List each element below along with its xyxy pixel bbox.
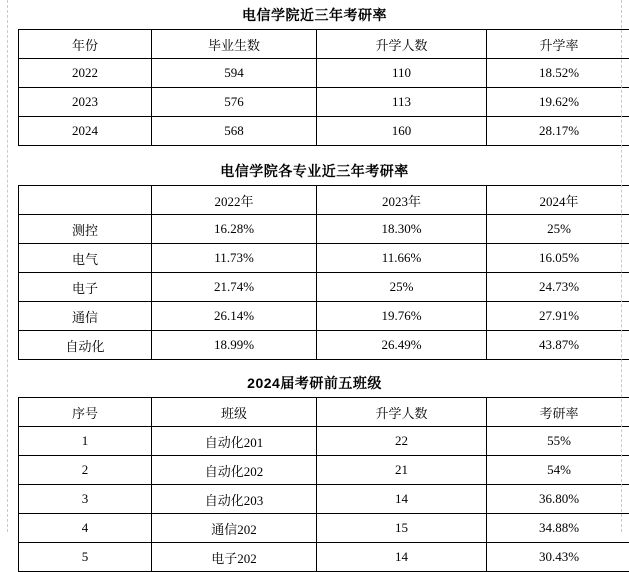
section-spacer (18, 360, 611, 368)
table-cell: 160 (317, 117, 487, 146)
table-cell: 25% (487, 215, 629, 244)
table-title: 电信学院各专业近三年考研率 (18, 156, 611, 185)
column-header: 年份 (19, 30, 152, 59)
table-header-row (19, 186, 629, 215)
table-cell: 43.87% (487, 331, 629, 360)
table-cell: 电气 (19, 244, 152, 273)
table-cell: 22 (317, 427, 487, 456)
table-cell: 594 (152, 59, 317, 88)
table-row (19, 485, 629, 514)
table-cell: 测控 (19, 215, 152, 244)
table-cell: 自动化 (19, 331, 152, 360)
table-header-row (19, 398, 629, 427)
table-cell: 4 (19, 514, 152, 543)
column-header: 2024年 (487, 186, 629, 215)
table-cell: 18.99% (152, 331, 317, 360)
table-cell: 3 (19, 485, 152, 514)
table-cell: 36.80% (487, 485, 629, 514)
table-cell: 16.28% (152, 215, 317, 244)
table-cell: 18.52% (487, 59, 629, 88)
table-row (19, 543, 629, 572)
table-cell: 34.88% (487, 514, 629, 543)
table-cell: 14 (317, 543, 487, 572)
table-cell: 576 (152, 88, 317, 117)
table-cell: 1 (19, 427, 152, 456)
column-header: 序号 (19, 398, 152, 427)
table-cell: 电子202 (152, 543, 317, 572)
table-cell: 21 (317, 456, 487, 485)
table-cell: 568 (152, 117, 317, 146)
table-cell: 通信202 (152, 514, 317, 543)
table-row (19, 273, 629, 302)
table-cell: 54% (487, 456, 629, 485)
table-cell: 18.30% (317, 215, 487, 244)
page-margin-guide-left (7, 0, 8, 532)
column-header: 升学人数 (317, 398, 487, 427)
table-cell: 11.66% (317, 244, 487, 273)
column-header: 升学率 (487, 30, 629, 59)
table-row (19, 456, 629, 485)
table-cell: 2023 (19, 88, 152, 117)
section-spacer (18, 146, 611, 156)
table-cell: 19.76% (317, 302, 487, 331)
table-cell: 通信 (19, 302, 152, 331)
table-cell: 16.05% (487, 244, 629, 273)
table-cell: 21.74% (152, 273, 317, 302)
table-title: 电信学院近三年考研率 (18, 0, 611, 29)
column-header: 2022年 (152, 186, 317, 215)
table-row (19, 331, 629, 360)
table-row (19, 427, 629, 456)
table-cell: 自动化203 (152, 485, 317, 514)
table-block-enrollment-rate (18, 0, 611, 146)
table-cell: 113 (317, 88, 487, 117)
table-cell: 28.17% (487, 117, 629, 146)
column-header: 考研率 (487, 398, 629, 427)
table-cell: 24.73% (487, 273, 629, 302)
table-cell: 2 (19, 456, 152, 485)
table-cell: 5 (19, 543, 152, 572)
table-cell: 55% (487, 427, 629, 456)
table-row (19, 59, 629, 88)
table-enrollment-rate (18, 29, 629, 146)
table-cell: 2022 (19, 59, 152, 88)
table-row (19, 117, 629, 146)
table-row (19, 514, 629, 543)
column-header (19, 186, 152, 215)
table-row (19, 302, 629, 331)
column-header: 毕业生数 (152, 30, 317, 59)
table-row (19, 88, 629, 117)
table-block-major-rate (18, 156, 611, 360)
table-block-top-classes (18, 368, 611, 572)
table-row (19, 215, 629, 244)
column-header: 2023年 (317, 186, 487, 215)
table-cell: 30.43% (487, 543, 629, 572)
table-cell: 27.91% (487, 302, 629, 331)
table-cell: 电子 (19, 273, 152, 302)
table-cell: 26.49% (317, 331, 487, 360)
table-major-rate (18, 185, 629, 360)
table-cell: 14 (317, 485, 487, 514)
table-top-classes (18, 397, 629, 572)
table-header-row (19, 30, 629, 59)
table-cell: 自动化202 (152, 456, 317, 485)
table-title: 2024届考研前五班级 (18, 368, 611, 397)
column-header: 班级 (152, 398, 317, 427)
page-margin-guide-right (621, 0, 622, 532)
table-row (19, 244, 629, 273)
table-cell: 25% (317, 273, 487, 302)
table-cell: 11.73% (152, 244, 317, 273)
table-cell: 19.62% (487, 88, 629, 117)
table-cell: 自动化201 (152, 427, 317, 456)
column-header: 升学人数 (317, 30, 487, 59)
table-cell: 15 (317, 514, 487, 543)
table-cell: 26.14% (152, 302, 317, 331)
table-cell: 2024 (19, 117, 152, 146)
table-cell: 110 (317, 59, 487, 88)
